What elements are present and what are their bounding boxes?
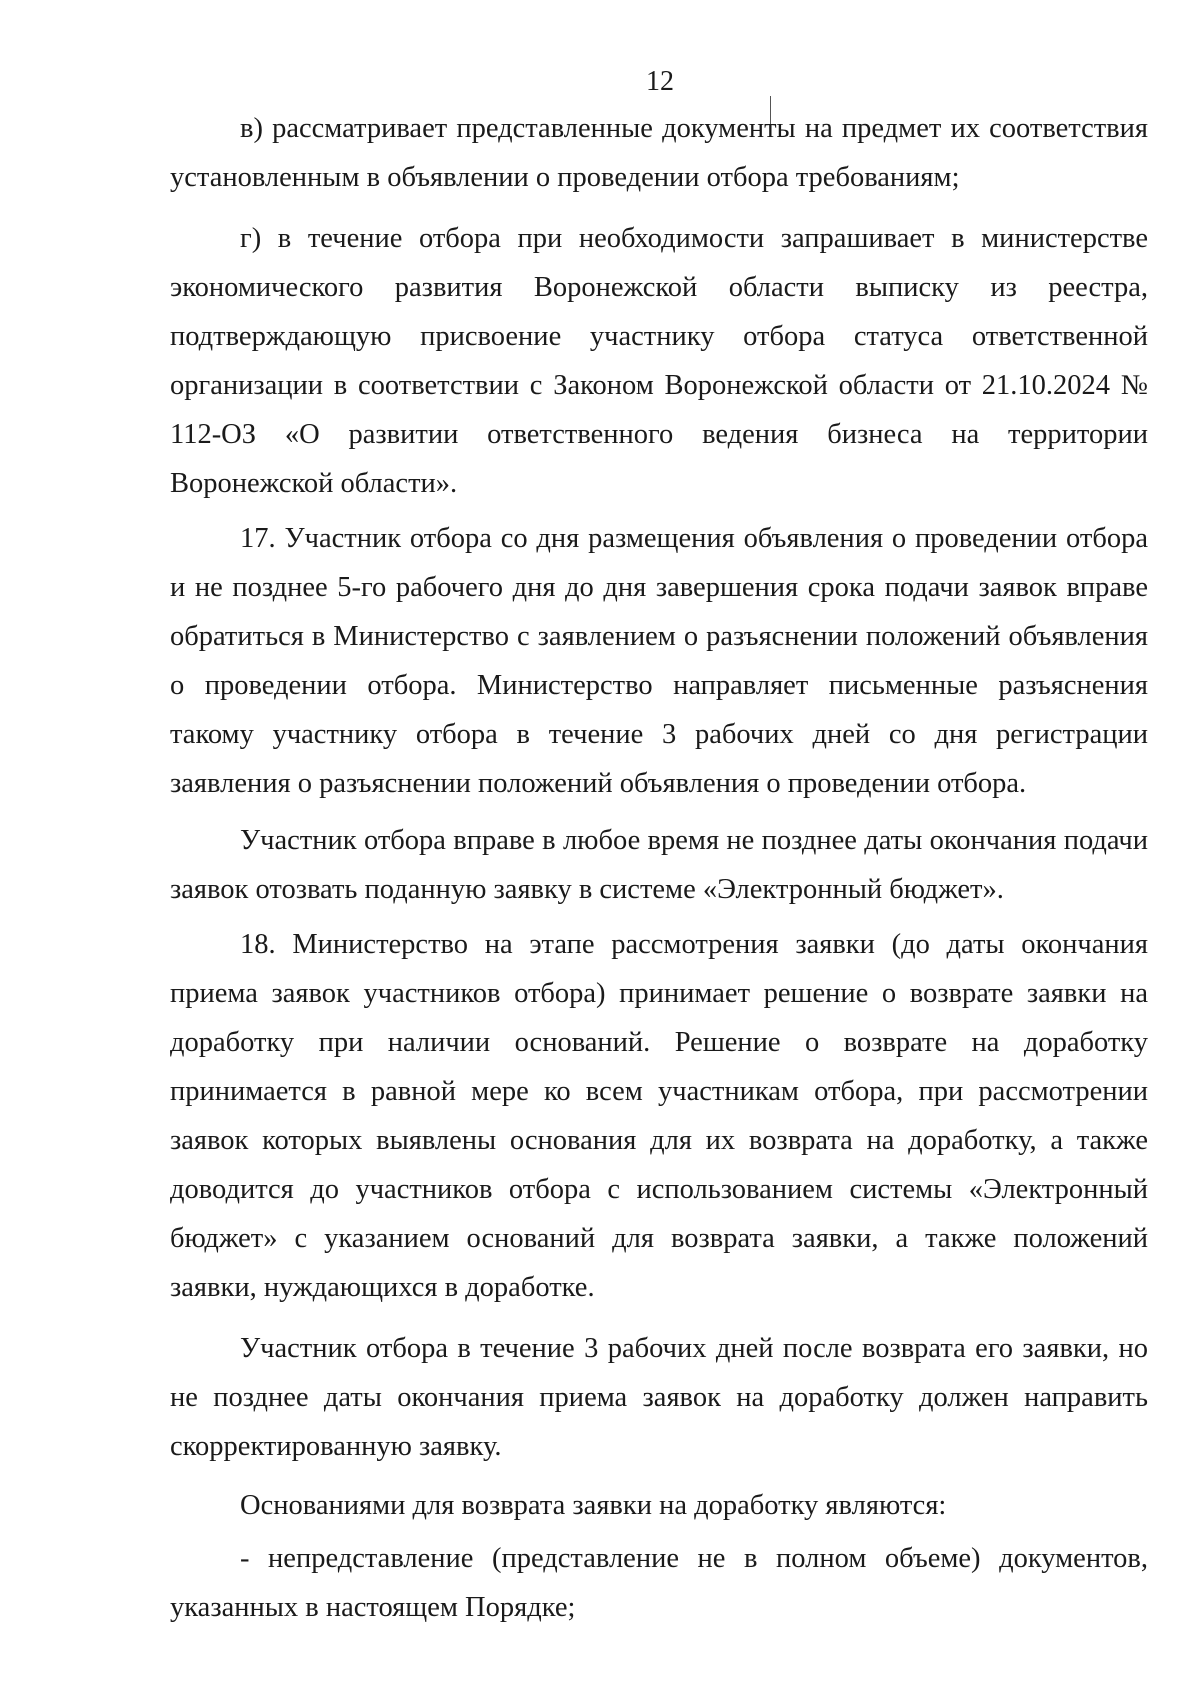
paragraph-18: 18. Министерство на этапе рассмотрения заявки (до даты окончания приема заявок участников отбора) принимает решение о возврате заявки на доработку при наличии оснований. Решение о возврате на доработку принимается в равной мере ко всем участникам отбора, при рассмотрении заявок которых выявлены основания для их возврата на доработку, а также доводится до участников отбора с использованием системы «Электронный бюджет» с указанием оснований для возврата заявки, а также положений заявки, нуждающихся в доработке. [170, 929, 1148, 1303]
page-number: 12 [646, 66, 674, 97]
document-body [170, 104, 1148, 1632]
paragraph-withdrawal: Участник отбора вправе в любое время не позднее даты окончания подачи заявок отозвать поданную заявку в системе «Электронный бюджет». [170, 825, 1148, 905]
paragraph-item-g: г) в течение отбора при необходимости запрашивает в министерстве экономического развития Воронежской области выписку из реестра, подтверждающую присвоение участнику отбора статуса ответственной организации в соответствии с Законом Воронежской области от 21.10.2024 № 112-ОЗ «О развитии ответственного ведения бизнеса на территории Воронежской области». [170, 223, 1148, 499]
paragraph-17: 17. Участник отбора со дня размещения объявления о проведении отбора и не позднее 5-го рабочего дня до дня завершения срока подачи заявок вправе обратиться в Министерство с заявлением о разъяснении положений объявления о проведении отбора. Министерство направляет письменные разъяснения такому участнику отбора в течение 3 рабочих дней со дня регистрации заявления о разъяснении положений объявления о проведении отбора. [170, 523, 1148, 799]
paragraph-grounds-heading: Основаниями для возврата заявки на доработку являются: [240, 1490, 947, 1521]
paragraph-grounds-item-1: - непредставление (представление не в полном объеме) документов, указанных в настоящем Порядке; [170, 1543, 1148, 1623]
paragraph-resubmission: Участник отбора в течение 3 рабочих дней после возврата его заявки, но не позднее даты окончания приема заявок на доработку должен направить скорректированную заявку. [170, 1333, 1148, 1462]
paragraph-item-v: в) рассматривает представленные документы на предмет их соответствия установленным в объявлении о проведении отбора требованиям; [170, 113, 1148, 193]
